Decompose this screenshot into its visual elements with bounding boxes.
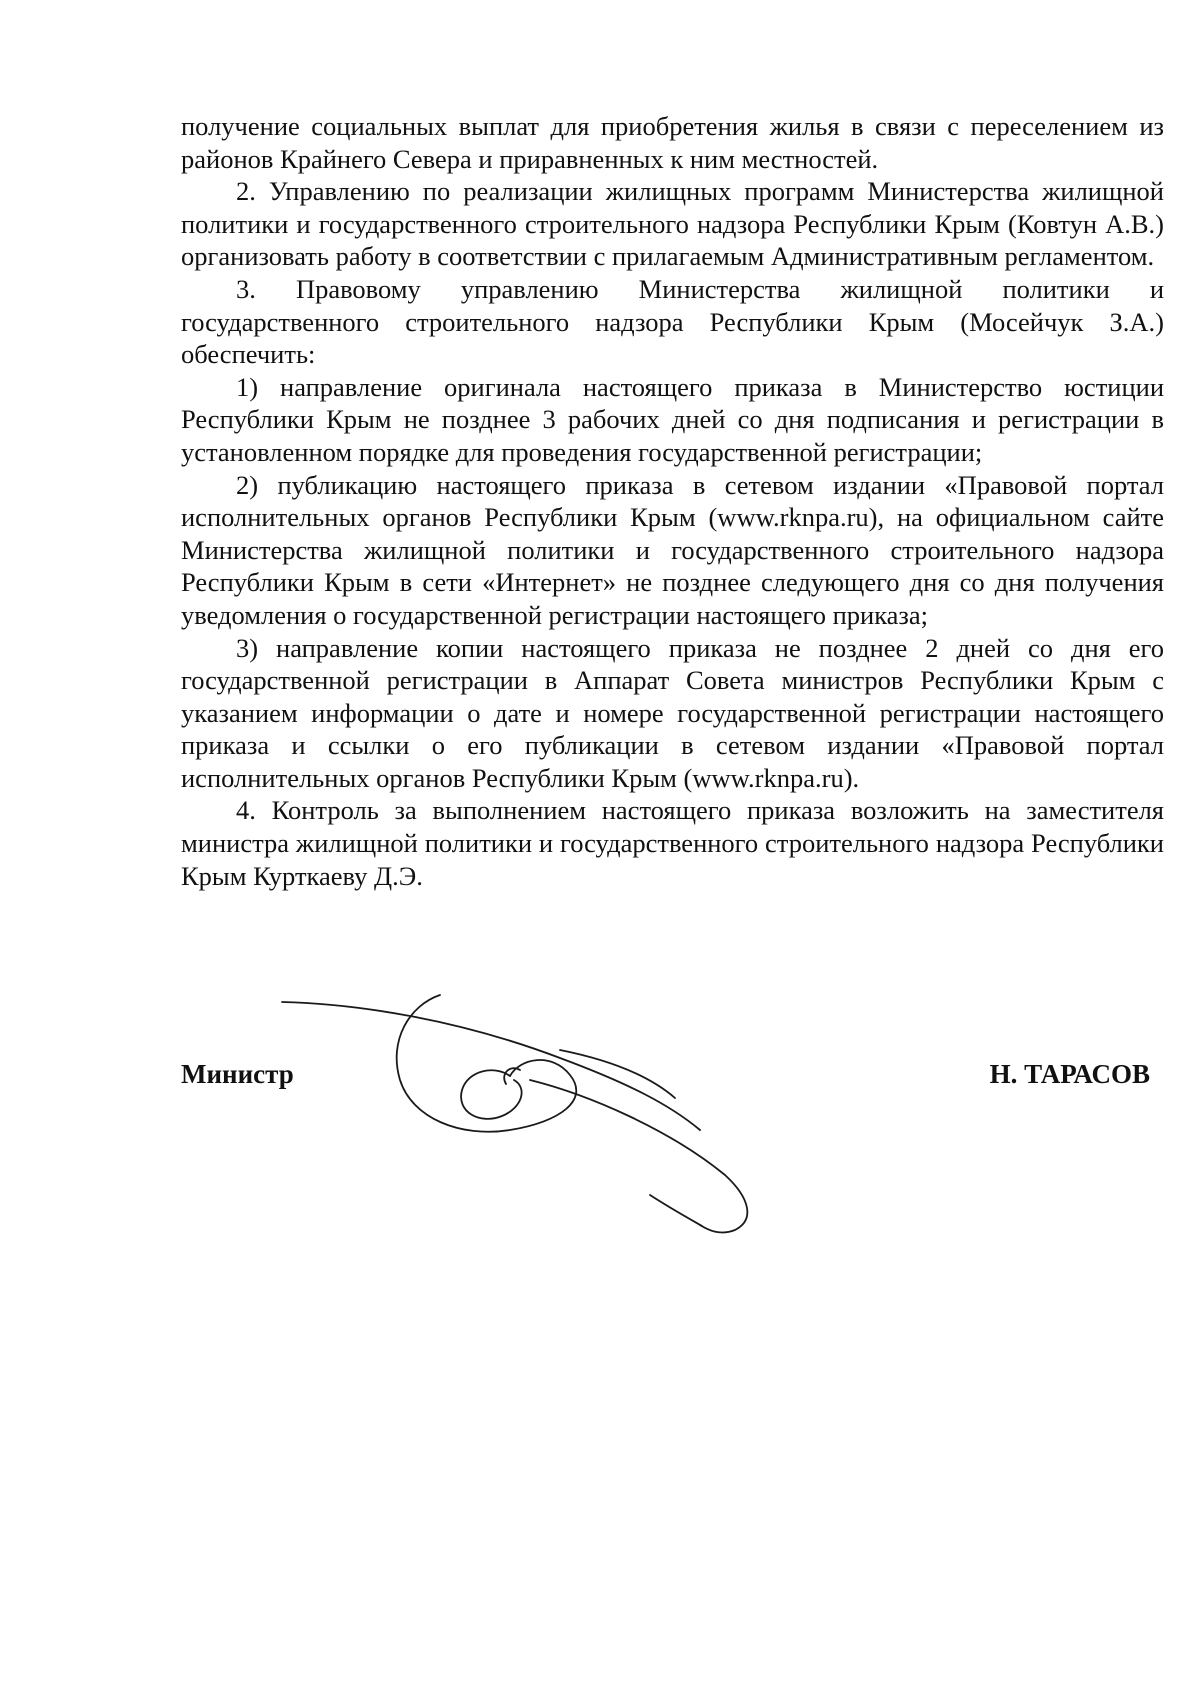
signatory-position: Министр — [181, 1059, 294, 1089]
paragraph-subitem-2: 2) публикацию настоящего приказа в сетевом издании «Правовой портал исполнительных органов Республики Крым (www.rknpa.ru), на официальном сайте Министерства жилищной политики и государственного строительного надзора Республики Крым в сети «Интернет» не позднее следующего дня со дня получения уведомления о государственной регистрации настоящего приказа; — [181, 469, 1164, 630]
signatory-name: Н. ТАРАСОВ — [989, 1059, 1150, 1089]
document-body — [181, 110, 1164, 892]
paragraph-item-2: 2. Управлению по реализации жилищных программ Министерства жилищной политики и государственного строительного надзора Республики Крым (Ковтун А.В.) организовать работу в соответствии с прилагаемым Административным регламентом. — [181, 176, 1164, 272]
paragraph-subitem-3: 3) направление копии настоящего приказа не позднее 2 дней со дня его государственной регистрации в Аппарат Совета министров Республики Крым с указанием информации о дате и номере государственной регистрации настоящего приказа и ссылки о его публикации в сетевом издании «Правовой портал исполнительных органов Республики Крым (www.rknpa.ru). — [181, 632, 1164, 793]
paragraph-item-3: 3. Правовому управлению Министерства жилищной политики и государственного строительного надзора Республики Крым (Мосейчук З.А.) обеспечить: — [181, 273, 1164, 370]
paragraph-subitem-1: 1) направление оригинала настоящего приказа в Министерство юстиции Республики Крым не позднее 3 рабочих дней со дня подписания и регистрации в установленном порядке для проведения государственной регистрации; — [181, 371, 1164, 467]
paragraph-continuation: получение социальных выплат для приобретения жилья в связи с переселением из районов Крайнего Севера и приравненных к ним местностей. — [181, 111, 1164, 174]
paragraph-item-4: 4. Контроль за выполнением настоящего приказа возложить на заместителя министра жилищной политики и государственного строительного надзора Республики Крым Курткаеву Д.Э. — [181, 795, 1164, 891]
handwritten-signature — [270, 980, 830, 1250]
